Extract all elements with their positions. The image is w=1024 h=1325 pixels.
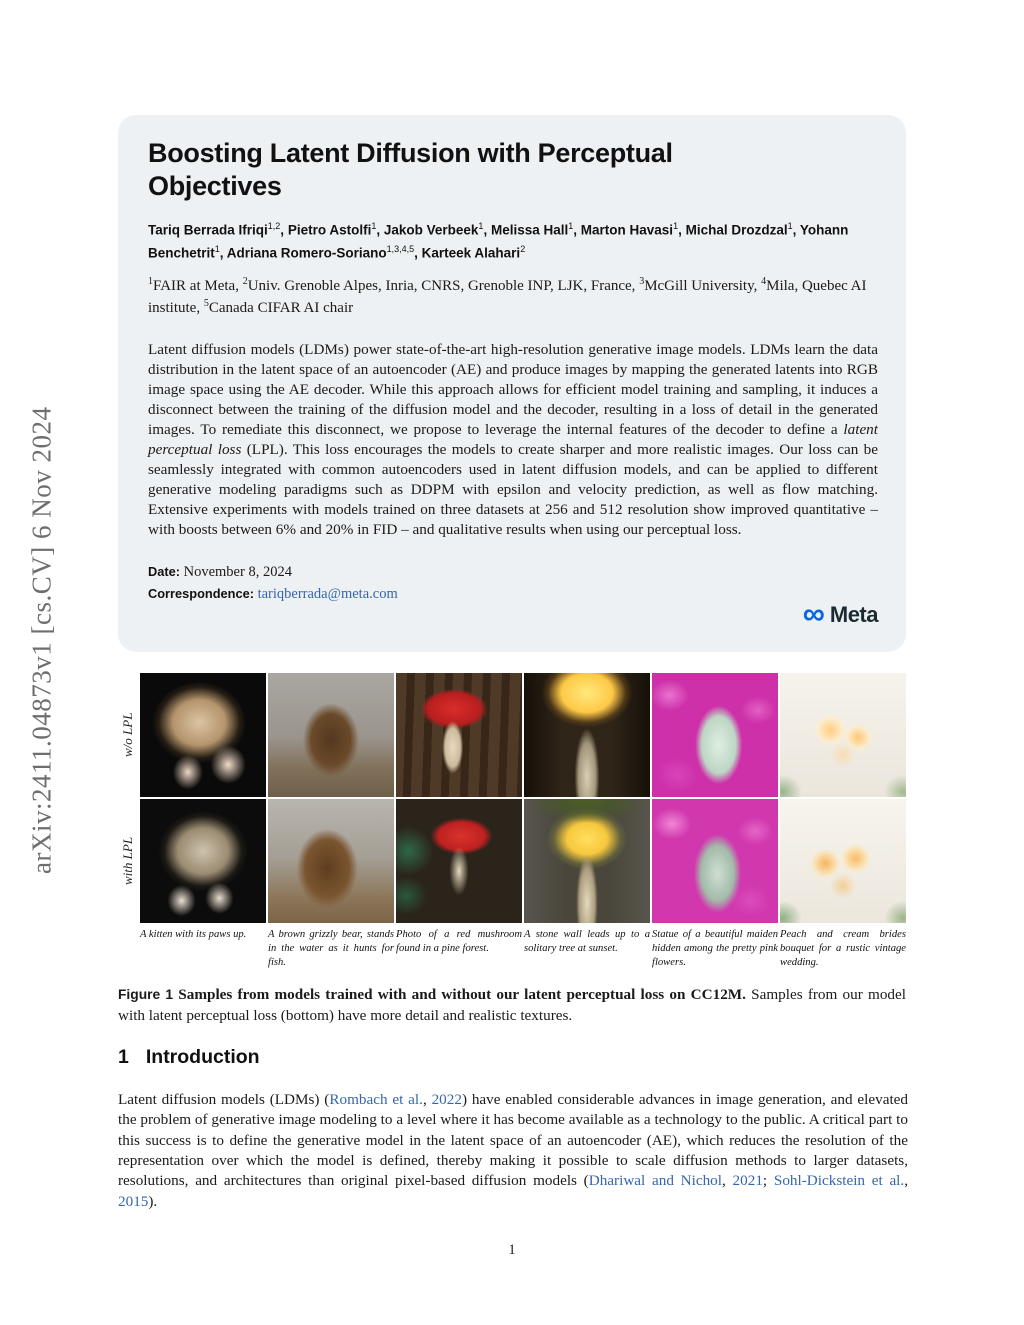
- row-label-wo-lpl: w/o LPL: [120, 712, 135, 758]
- citation-link[interactable]: Sohl-Dickstein et al.: [773, 1172, 905, 1190]
- correspondence-email-link[interactable]: tariqberrada@meta.com: [257, 586, 398, 602]
- figure-image-mushroom-wo-lpl: [396, 673, 522, 797]
- figure-image-kitten-with-lpl: [140, 799, 266, 923]
- abstract: Latent diffusion models (LDMs) power state-of-the-art high-resolution generative image models. LDMs learn the data distribution in the latent space of an autoencoder (AE) and produce images by mapping the generated latents into RGB image space using the AE decoder. While this approach allows for efficient model training and sampling, it induces a disconnect between the training of the diffusion model and the decoder, resulting in a loss of detail in the generated images. To remediate this disconnect, we propose to leverage the internal features of the decoder to define a latent perceptual loss (LPL). This loss encourages the models to create sharper and more realistic images. Our loss can be seamlessly integrated with common autoencoders used in latent diffusion models, and can be applied to different generative modeling paradigms such as DDPM with epsilon and velocity prediction, as well as flow matching. Extensive experiments with models trained on three datasets at 256 and 512 resolution show improved quantitative – with boosts between 6% and 20% in FID – and qualitative results when using our perceptual loss.: [148, 341, 878, 539]
- header-card: [118, 115, 906, 652]
- figure-image-stone-wall-wo-lpl: [524, 673, 650, 797]
- introduction-paragraph: Latent diffusion models (LDMs) (Rombach et al., 2022) have enabled considerable advances in image generation, and elevated the problem of generative image modeling to a level where it has become available as a technology to the public. A critical part to this success is to define the generative model in the latent space of an autoencoder (AE), which reduces the resolution of the representation over which the model is defined, thereby making it possible to scale diffusion methods to larger datasets, resolutions, and architectures than original pixel-based diffusion models (Dhariwal and Nichol, 2021; Sohl-Dickstein et al., 2015).: [118, 1091, 909, 1210]
- date-value: November 8, 2024: [183, 564, 292, 581]
- row-label-with-lpl: with LPL: [120, 836, 135, 886]
- figure-image-bouquet-wo-lpl: [780, 673, 906, 797]
- figure-image-statue-with-lpl: [652, 799, 778, 923]
- meta-lines: [148, 562, 876, 606]
- arxiv-sidebar-banner: arXiv:2411.04873v1 [cs.CV] 6 Nov 2024: [26, 406, 57, 874]
- figure-image-statue-wo-lpl: [652, 673, 778, 797]
- figure-1: [118, 673, 906, 1026]
- author-list: Tariq Berrada Ifriqi$^{1,2}$, Pietro Astolfi$^1$, Jakob Verbeek$^1$, Melissa Hall$^1$, Marton Havasi$^1$, Michal Drozdzal$^1$, Yohann Benchetrit$^1$, Adriana Romero-Soriano$^{1,3,4,5}$, Karteek Alahari$^2$: [148, 220, 849, 261]
- image-caption-bouquet: Peach and cream brides bouquet for a rustic vintage wedding.: [780, 929, 906, 968]
- affiliation-list: $^1$FAIR at Meta, $^2$Univ. Grenoble Alpes, Inria, CNRS, Grenoble INP, LJK, France, $^3$McGill University, $^4$Mila, Quebec AI institute, $^5$Canada CIFAR AI chair: [148, 276, 867, 317]
- meta-logo: [802, 596, 878, 631]
- figure-caption: Figure 1 Samples from models trained with and without our latent perceptual loss on CC12M. Samples from our model with latent perceptual loss (bottom) have more detail and realistic textures.: [118, 986, 906, 1024]
- section-heading-introduction: [118, 1046, 260, 1069]
- image-caption-kitten: A kitten with its paws up.: [140, 929, 247, 940]
- paper-title: Boosting Latent Diffusion with Perceptual Objectives: [148, 138, 673, 201]
- figure-grid: [118, 673, 906, 969]
- correspondence-label: Correspondence:: [148, 586, 254, 601]
- image-caption-mushroom: Photo of a red mushroom found in a pine forest.: [396, 929, 522, 954]
- figure-image-mushroom-with-lpl: [396, 799, 522, 923]
- date-line: [148, 562, 876, 584]
- citation-link[interactable]: Dhariwal and Nichol: [588, 1172, 722, 1190]
- meta-infinity-icon: ∞: [802, 596, 825, 631]
- figure-image-bear-wo-lpl: [268, 673, 394, 797]
- image-caption-statue: Statue of a beautiful maiden hidden among the pretty pink flowers.: [652, 929, 778, 968]
- correspondence-line: [148, 584, 876, 606]
- citation-link[interactable]: 2021: [732, 1172, 763, 1190]
- section-number: 1: [118, 1046, 129, 1068]
- citation-link[interactable]: Rombach et al.: [329, 1091, 423, 1108]
- figure-image-bouquet-with-lpl: [780, 799, 906, 923]
- citation-link[interactable]: 2015: [118, 1192, 149, 1210]
- figure-image-stone-wall-with-lpl: [524, 799, 650, 923]
- figure-image-bear-with-lpl: [268, 799, 394, 923]
- page-number: 1: [508, 1242, 516, 1258]
- citation-link[interactable]: 2022: [431, 1091, 462, 1108]
- figure-image-kitten-wo-lpl: [140, 673, 266, 797]
- meta-wordmark: Meta: [829, 601, 878, 627]
- image-caption-bear: A brown grizzly bear, stands in the water as it hunts for fish.: [268, 929, 394, 968]
- section-title: Introduction: [145, 1046, 260, 1068]
- image-caption-stone-wall: A stone wall leads up to a solitary tree at sunset.: [524, 929, 650, 954]
- date-label: Date:: [148, 564, 180, 580]
